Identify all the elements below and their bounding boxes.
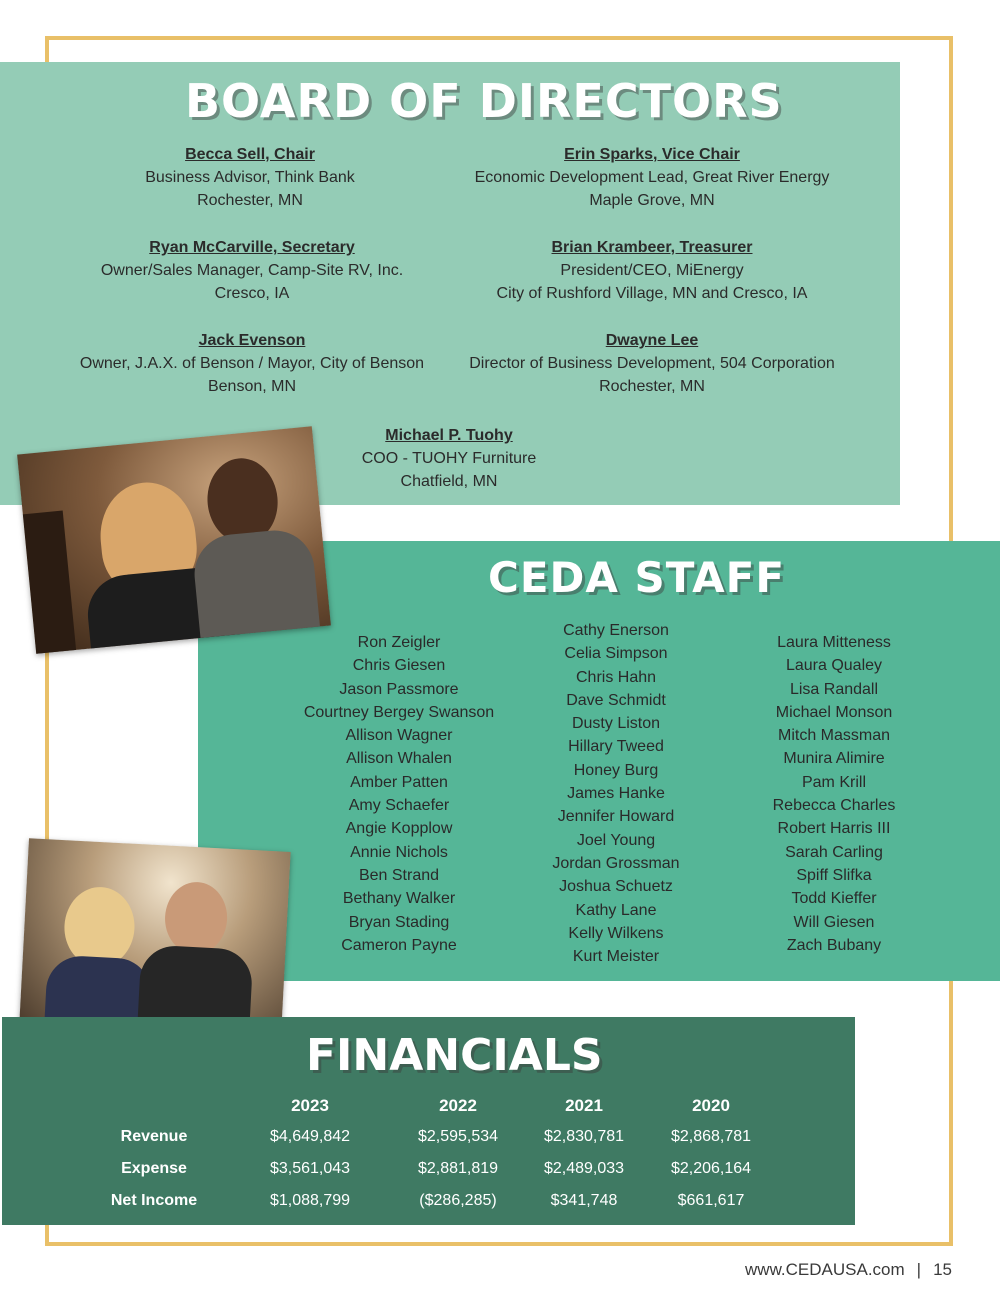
director-name: Dwayne Lee xyxy=(605,332,699,349)
staff-member: Amber Patten xyxy=(350,773,448,791)
financial-value: $1,088,799 xyxy=(269,1192,351,1209)
page-number: 15 xyxy=(933,1260,952,1279)
director-name: Becca Sell, Chair xyxy=(185,146,315,163)
financial-value: ($286,285) xyxy=(419,1192,497,1209)
staff-member: Dusty Liston xyxy=(571,715,661,733)
staff-member: Joel Young xyxy=(576,831,656,849)
financials-title: FINANCIALS xyxy=(306,1030,603,1081)
staff-member: Laura Qualey xyxy=(785,657,883,675)
staff-member: Angie Kopplow xyxy=(345,820,453,838)
director-card xyxy=(324,424,574,493)
financial-value: $2,830,781 xyxy=(543,1128,625,1145)
staff-member: Allison Whalen xyxy=(346,750,452,768)
board-title: BOARD OF DIRECTORS xyxy=(185,74,783,128)
director-location: Rochester, MN xyxy=(599,378,705,395)
staff-member: Pam Krill xyxy=(801,773,866,791)
director-role: COO - TUOHY Furniture xyxy=(361,450,537,467)
event-photo xyxy=(19,838,290,1036)
staff-title: CEDA STAFF xyxy=(488,553,786,602)
year-header: 2021 xyxy=(565,1096,603,1115)
row-label: Revenue xyxy=(120,1128,188,1145)
staff-member: Ron Zeigler xyxy=(357,634,441,651)
staff-member: Robert Harris III xyxy=(777,820,891,838)
director-location: Rochester, MN xyxy=(197,192,303,209)
staff-member: Sarah Carling xyxy=(785,843,883,861)
director-card xyxy=(62,329,442,398)
staff-member: Kelly Wilkens xyxy=(568,924,664,942)
staff-member: Joshua Schuetz xyxy=(559,878,673,896)
staff-member: Zach Bubany xyxy=(786,936,882,954)
year-header: 2020 xyxy=(692,1096,730,1115)
financial-value: $2,489,033 xyxy=(543,1160,625,1177)
financial-value: $2,595,534 xyxy=(417,1128,499,1145)
row-label: Expense xyxy=(121,1160,187,1177)
director-card xyxy=(452,143,852,212)
footer-separator: | xyxy=(916,1260,922,1279)
financial-value: $3,561,043 xyxy=(269,1160,351,1177)
year-header: 2023 xyxy=(291,1096,329,1115)
director-role: Owner/Sales Manager, Camp-Site RV, Inc. xyxy=(100,262,404,279)
row-label: Net Income xyxy=(110,1192,198,1209)
staff-member: Cathy Enerson xyxy=(563,622,669,639)
director-location: City of Rushford Village, MN and Cresco, IA xyxy=(496,285,808,302)
staff-member: Chris Giesen xyxy=(352,657,446,675)
director-role: Business Advisor, Think Bank xyxy=(145,169,355,186)
staff-member: Allison Wagner xyxy=(345,727,453,745)
director-name: Brian Krambeer, Treasurer xyxy=(551,239,753,256)
staff-member: Honey Burg xyxy=(573,761,659,779)
financial-value: $341,748 xyxy=(550,1192,618,1209)
year-header: 2022 xyxy=(439,1096,477,1115)
financial-value: $4,649,842 xyxy=(269,1128,351,1145)
director-name: Erin Sparks, Vice Chair xyxy=(564,146,740,163)
staff-member: Kurt Meister xyxy=(572,948,660,966)
staff-member: Spiff Slifka xyxy=(796,866,872,884)
staff-member: Chris Hahn xyxy=(575,668,657,686)
director-location: Chatfield, MN xyxy=(400,473,498,490)
director-role: President/CEO, MiEnergy xyxy=(560,262,744,279)
director-card xyxy=(452,329,852,398)
staff-member: Todd Kieffer xyxy=(791,890,877,908)
staff-member: Dave Schmidt xyxy=(566,691,666,709)
financial-value: $2,868,781 xyxy=(670,1128,752,1145)
director-location: Maple Grove, MN xyxy=(589,192,715,209)
event-photo xyxy=(17,426,331,653)
staff-member: Munira Alimire xyxy=(783,750,885,768)
website-link[interactable]: www.CEDAUSA.com xyxy=(745,1260,905,1279)
staff-member: Will Giesen xyxy=(793,913,875,931)
staff-column xyxy=(719,631,949,957)
staff-member: Laura Mitteness xyxy=(777,634,891,651)
financial-value: $2,206,164 xyxy=(670,1160,752,1177)
staff-member: Courtney Bergey Swanson xyxy=(303,703,495,721)
director-location: Benson, MN xyxy=(207,378,297,395)
staff-member: Kathy Lane xyxy=(575,901,657,919)
staff-member: James Hanke xyxy=(567,785,665,803)
staff-member: Rebecca Charles xyxy=(772,797,896,815)
staff-member: Michael Monson xyxy=(775,703,893,721)
staff-member: Amy Schaefer xyxy=(348,797,450,815)
staff-member: Jason Passmore xyxy=(339,680,459,698)
staff-member: Celia Simpson xyxy=(564,645,668,663)
staff-column xyxy=(501,619,731,968)
staff-member: Annie Nichols xyxy=(350,843,448,861)
staff-member: Hillary Tweed xyxy=(568,738,664,756)
page-footer xyxy=(745,1260,952,1280)
director-name: Ryan McCarville, Secretary xyxy=(149,239,355,256)
director-role: Economic Development Lead, Great River Energy xyxy=(474,169,830,186)
staff-member: Mitch Massman xyxy=(777,727,891,745)
staff-member: Jennifer Howard xyxy=(557,808,675,826)
director-card xyxy=(452,236,852,305)
director-role: Director of Business Development, 504 Corporation xyxy=(469,355,835,372)
financial-value: $661,617 xyxy=(677,1192,745,1209)
director-location: Cresco, IA xyxy=(214,285,290,302)
staff-member: Ben Strand xyxy=(358,866,440,884)
staff-member: Lisa Randall xyxy=(789,680,879,698)
director-name: Jack Evenson xyxy=(198,332,306,349)
director-card xyxy=(100,143,400,212)
director-card xyxy=(72,236,432,305)
director-role: Owner, J.A.X. of Benson / Mayor, City of Benson xyxy=(79,355,425,372)
director-name: Michael P. Tuohy xyxy=(385,427,513,444)
staff-member: Jordan Grossman xyxy=(552,854,680,872)
staff-member: Bryan Stading xyxy=(348,913,450,931)
staff-member: Bethany Walker xyxy=(342,890,456,908)
staff-column xyxy=(284,631,514,957)
financial-value: $2,881,819 xyxy=(417,1160,499,1177)
staff-member: Cameron Payne xyxy=(341,936,457,954)
